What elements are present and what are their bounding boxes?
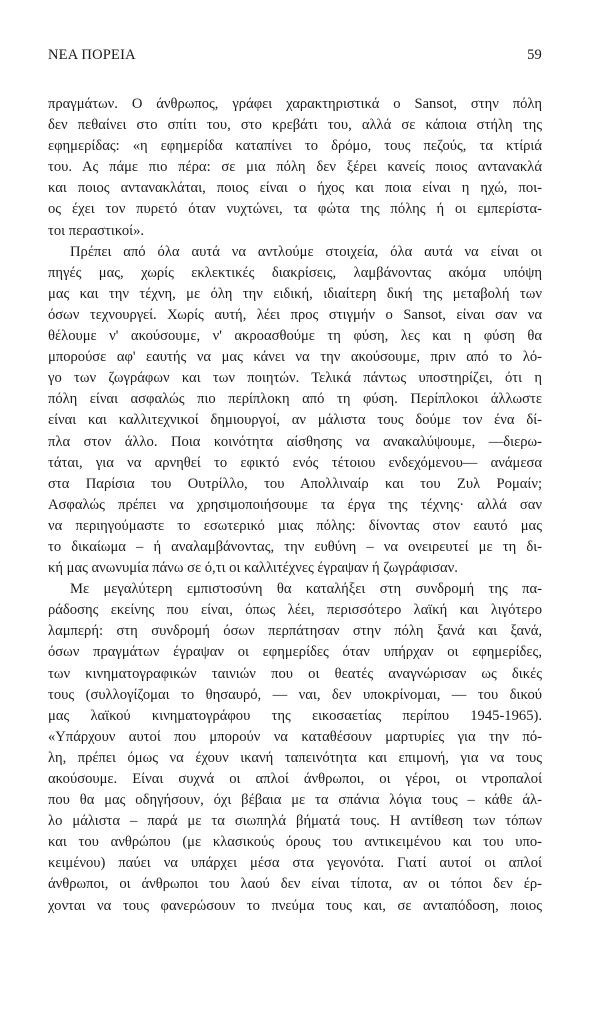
text-line: όσων πραγμάτων έγραψαν οι εφημερίδες όταν υπήρχαν οι εφημερίδες, [48, 644, 542, 661]
text-line: ράδοσης εκείνης που είναι, όπως λέει, περισσότερο λαϊκή και λιγότερο [48, 602, 542, 619]
text-line: τους (συλλογίζομαι το θησαυρό, — ναι, δεν υποκρίνομαι, — του δικού [48, 686, 542, 703]
text-line: πηγές μας, χωρίς εκλεκτικές διακρίσεις, λαμβάνοντας ακόμα υπόψη [48, 264, 542, 281]
paragraph-3 [48, 579, 542, 917]
text-line: των κινηματογραφικών ταινιών που οι θεατές αναγνώρισαν ως δικές [48, 665, 542, 682]
text-line: κειμένου) παύει να υπάρχει μέσα στα γεγονότα. Γιατί αυτοί οι απλοί [48, 855, 542, 872]
text-line: μας και την τέχνη, με όλη την ειδική, ιδιαίτερη δική της μεταβολή των [48, 285, 542, 302]
text-line: «Υπάρχουν αυτοί που μπορούν να καταθέσουν μαρτυρίες για την πό- [48, 728, 542, 745]
text-line: γο των ζωγράφων και των ποιητών. Τελικά πάντως υποστηρίζει, ότι η [48, 370, 542, 387]
page-number: 59 [527, 47, 542, 63]
text-line: χονται να τους φανερώσουν το πνεύμα τους και, σε ανταπόδοση, ποιος [48, 897, 542, 914]
text-line: κή μας ανωνυμία πάνω σε ό,τι οι καλλιτέχνες έγραψαν ή ζωγράφισαν. [48, 560, 458, 577]
text-line: είναι και καλλιτεχνικοί δημιουργοί, αν μάλιστα τους δούμε τον ένα δί- [48, 412, 542, 429]
text-line: τάται, για να αρνηθεί το εφικτό ενός τέτοιου ενδεχόμενου— ανάμεσα [48, 454, 542, 471]
text-line: μπορούσε αφ' εαυτής να μας κάνει να την ακούσουμε, πριν από το λό- [48, 349, 542, 366]
paragraph-2 [48, 242, 542, 580]
text-line: άνθρωποι, οι άνθρωποι του λαού δεν είναι τίποτα, αν οι τόποι δεν έρ- [48, 876, 542, 893]
text-line: δεν πεθαίνει στο σπίτι του, στο κρεβάτι του, αλλά σε κάποια στήλη της [48, 117, 542, 134]
text-line: Ασφαλώς πρέπει να χρησιμοποιήσουμε τα έργα της τέχνης· αλλά σαν [48, 496, 542, 513]
text-line: εφημερίδας: «η εφημερίδα καταπίνει το δρόμο, τους πεζούς, τα κτίριά [48, 138, 542, 155]
text-line: και του ανθρώπου (με κλασικούς όρους του αντικειμένου και του υπο- [48, 834, 542, 851]
text-line: πραγμάτων. Ο άνθρωπος, γράφει χαρακτηριστικά ο Sansot, στην πόλη [48, 96, 542, 112]
text-line: λαμπερή: στη συνδρομή όσων περπάτησαν στην πόλη ξανά και ξανά, [48, 623, 542, 640]
text-line: στα Παρίσια του Ουτρίλλο, του Απολλιναίρ και του Ζυλ Ρομαίν; [48, 475, 542, 492]
text-line: ος έχει τον πυρετό όταν νυχτώνει, τα φώτα της πόλης ή οι εμπερίστα- [48, 201, 542, 218]
text-line: μας λαϊκού κινηματογράφου της εικοσαετίας περίπου 1945-1965). [48, 707, 542, 724]
text-line: τοι περαστικοί». [48, 222, 145, 239]
text-line: λο μάλιστα – παρά με τα σιωπηλά βήματά τους. Η αντίθεση των τόπων [48, 813, 542, 830]
body-text [48, 94, 542, 917]
text-line: να περιηγούμαστε το εσωτερικό μιας πόλης: δίνοντας στον εαυτό μας [48, 517, 542, 534]
running-head [48, 47, 542, 67]
text-line: όσων τεχνουργεί. Χωρίς αυτή, λέει προς στιγμήν ο Sansot, είναι σαν να [48, 306, 542, 323]
text-line: πλα στον άλλο. Ποια κοινότητα αίσθησης να ανακαλύψουμε, —διερω- [48, 433, 542, 450]
text-line: και ποιος αντανακλάται, ποιος είναι ο ήχος και ποια είναι η ηχώ, ποι- [48, 180, 542, 197]
paragraph-1 [48, 94, 542, 242]
text-line: πόλη είναι ασφαλώς πιο περίπλοκη από τη φύση. Περίπλοκοι άλλωστε [48, 391, 542, 408]
text-line: λη, πρέπει όμως να έχουν ικανή ταπεινότητα και επιμονή, για να τους [48, 749, 542, 766]
running-title: ΝΕΑ ΠΟΡΕΙΑ [48, 47, 136, 63]
text-line: ακούσουμε. Είναι συχνά οι απλοί άνθρωποι, οι γέροι, οι ντροπαλοί [48, 771, 542, 787]
text-line: Πρέπει από όλα αυτά να αντλούμε στοιχεία, όλα αυτά να είναι οι [70, 243, 542, 260]
text-line: του. Ας πάμε πιο πέρα: σε μια πόλη δεν ξέρει κανείς ποιος αντανακλά [48, 159, 542, 176]
text-line: το δικαίωμα – ή αναλαμβάνοντας, την ευθύνη – να ονειρευτεί με τη δι- [48, 538, 542, 555]
text-line: θέλουμε ν' ακούσουμε, ν' ακροασθούμε τη φύση, λες και η φύση θα [48, 328, 542, 345]
text-line: που θα μας οδηγήσουν, όχι βέβαια με τα σπάνια λόγια τους – κάθε άλ- [48, 792, 542, 809]
text-line: Με μεγαλύτερη εμπιστοσύνη θα καταλήξει στη συνδρομή της πα- [70, 581, 542, 598]
